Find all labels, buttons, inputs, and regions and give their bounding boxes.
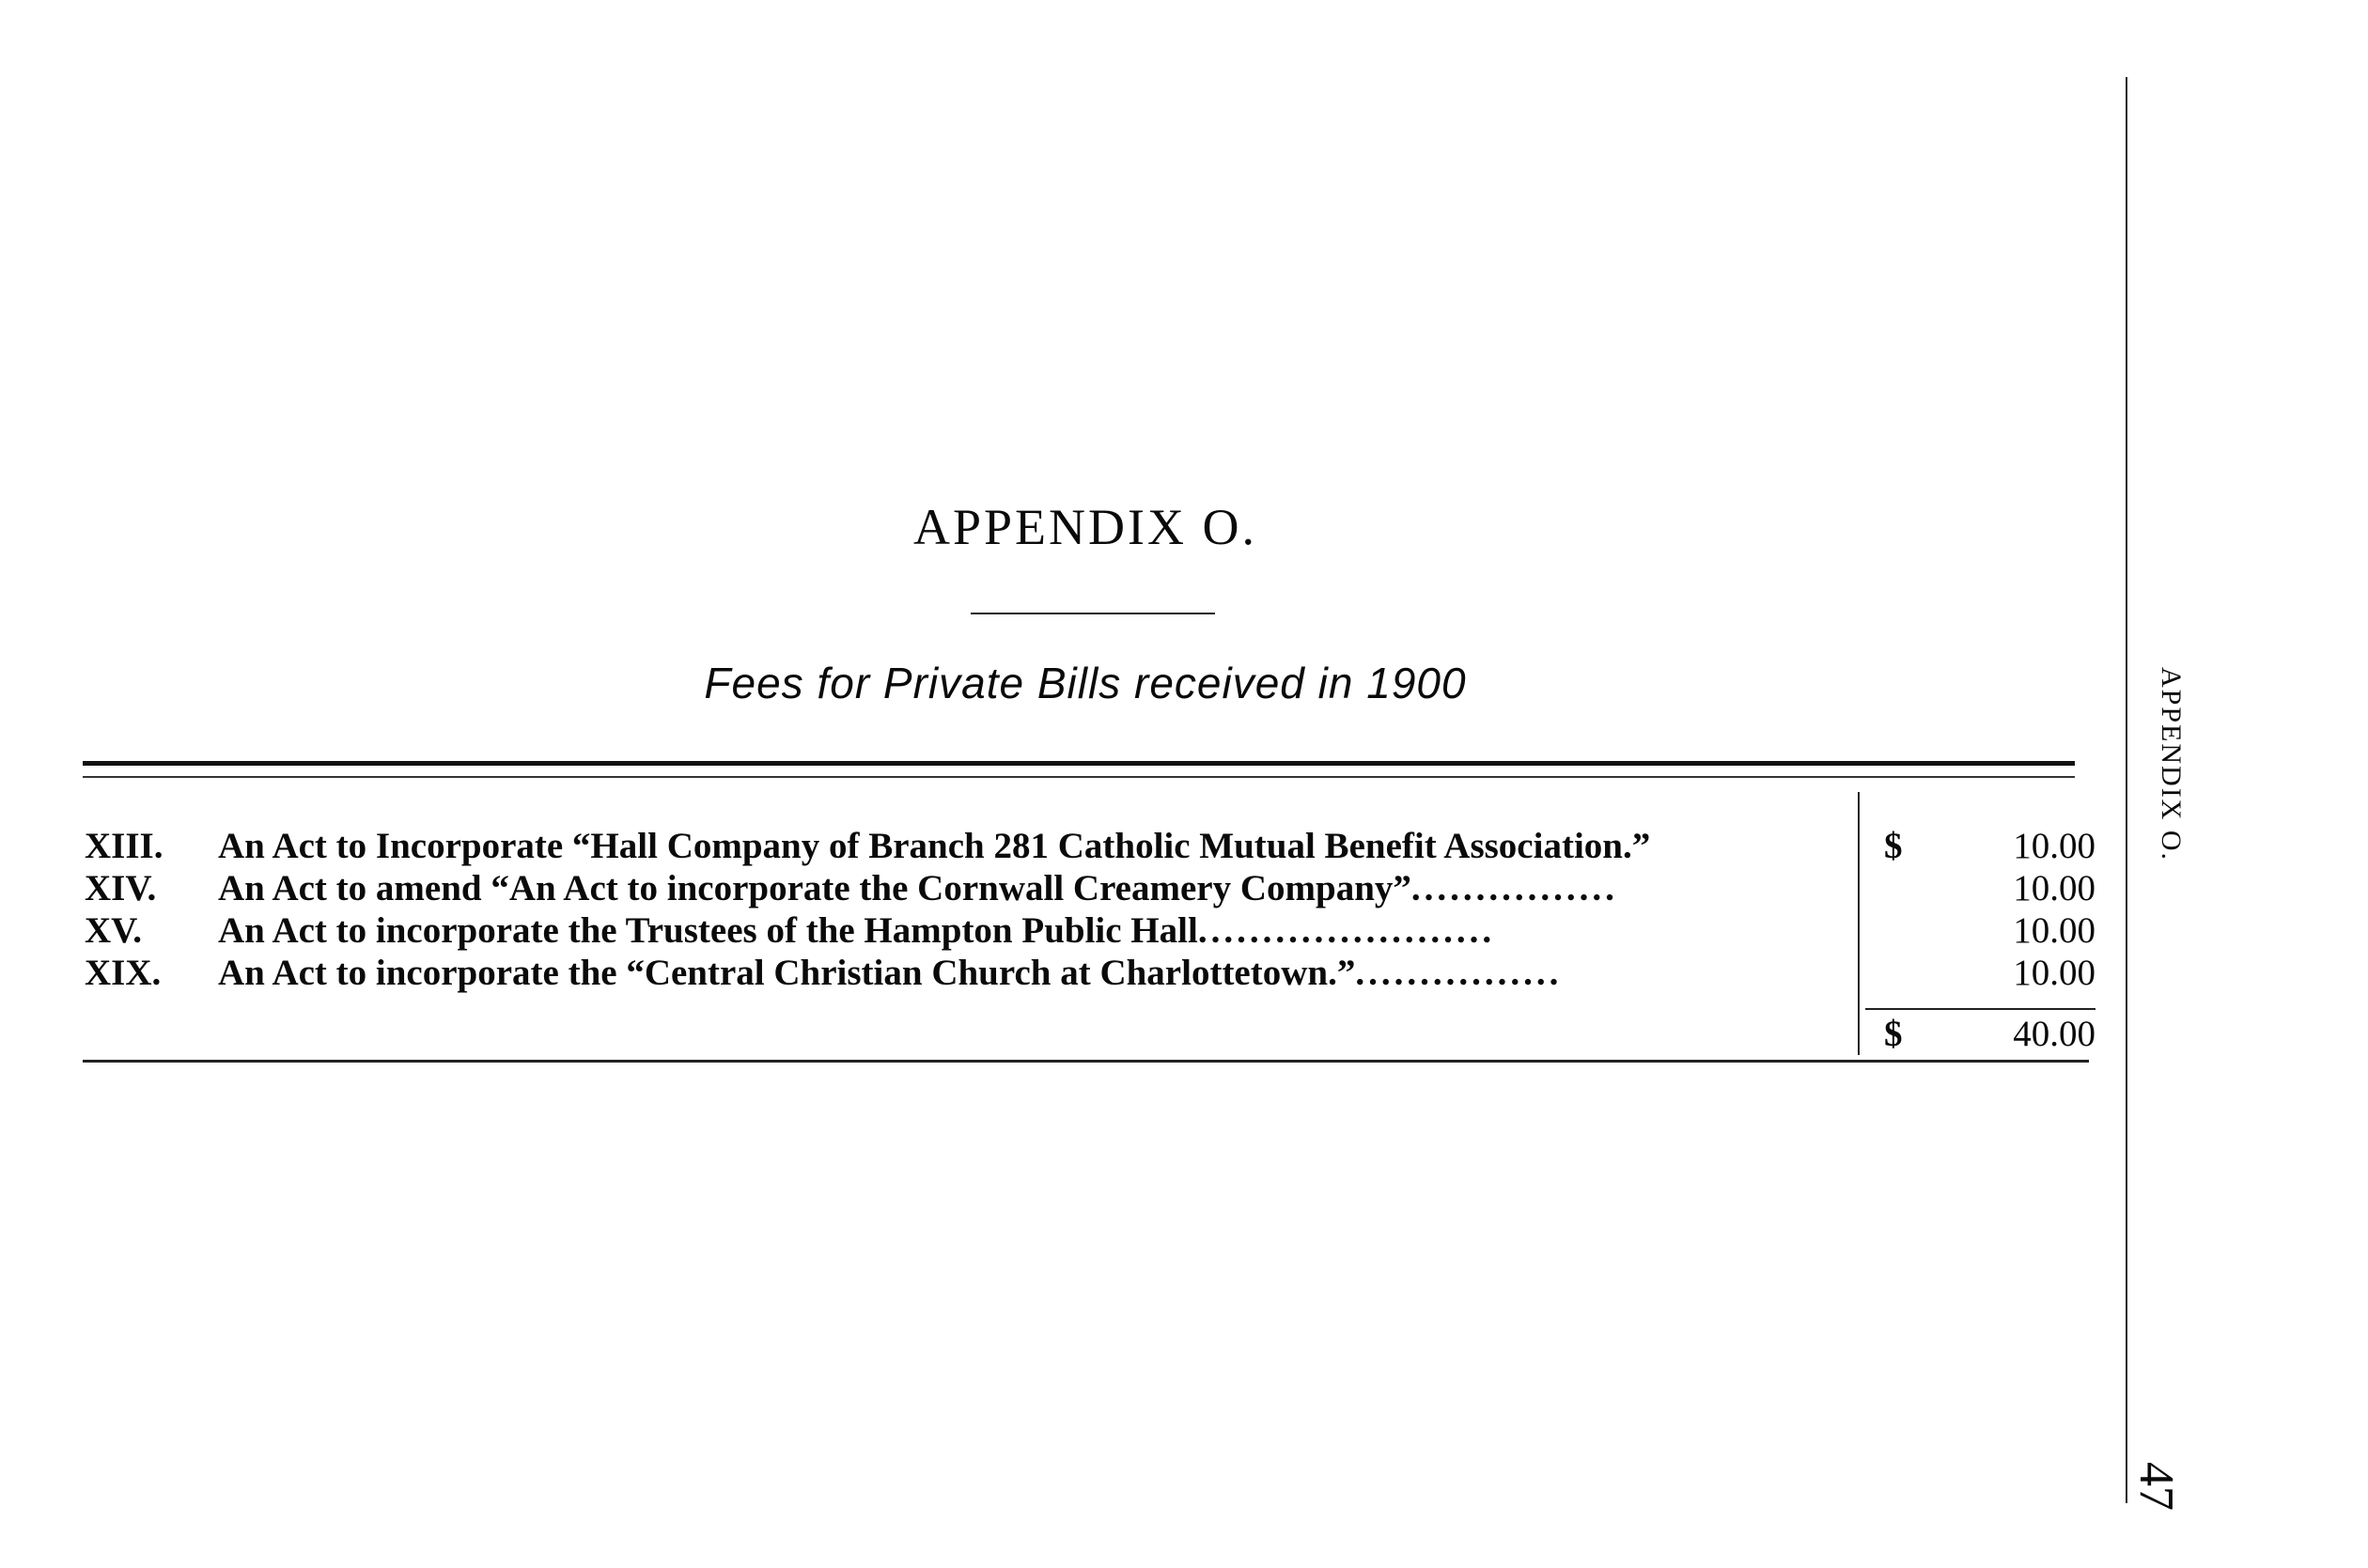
page-number: 47	[2129, 1462, 2183, 1511]
fee-row-xiii	[85, 825, 2095, 866]
appendix-title: APPENDIX O.	[912, 499, 1258, 555]
total-amount: 40.00	[2013, 1014, 2095, 1054]
fee-row-xiv	[85, 867, 2095, 908]
row-amount: 10.00	[2013, 910, 2095, 951]
row-description	[218, 825, 1938, 867]
sum-rule	[1865, 1008, 2095, 1010]
row-description-text: An Act to incorporate the “Central Christian Church at Charlottetown.”	[218, 953, 1356, 993]
fee-row-xix	[85, 952, 2095, 993]
table-bottom-rule	[83, 1060, 2089, 1063]
margin-running-head: APPENDIX O.	[2156, 667, 2187, 862]
margin-vertical-rule	[2126, 77, 2127, 1503]
row-amount: 10.00	[2013, 826, 2095, 866]
row-numeral: XIX.	[85, 953, 162, 993]
total-currency: $	[1884, 1014, 1903, 1054]
row-numeral: XIV.	[85, 868, 157, 908]
row-description-text: An Act to Incorporate “Hall Company of Branch 281 Catholic Mutual Benefit Association.”	[218, 826, 1651, 866]
row-leader: ................	[1355, 953, 1563, 993]
appendix-subtitle: Fees for Private Bills received in 1900	[704, 659, 1467, 707]
row-description	[218, 867, 1938, 909]
row-numeral: XV.	[85, 910, 143, 951]
row-leader: ................	[1410, 868, 1618, 908]
table-top-thick-rule	[83, 761, 2075, 766]
row-amount: 10.00	[2013, 953, 2095, 993]
row-numeral: XIII.	[85, 826, 164, 866]
row-description	[218, 952, 1938, 994]
row-amount: 10.00	[2013, 868, 2095, 908]
table-top-thin-rule	[83, 776, 2075, 778]
fee-row-xv	[85, 909, 2095, 951]
row-description	[218, 909, 1938, 952]
row-leader: .......................	[1197, 910, 1496, 951]
row-description-text: An Act to incorporate the Trustees of the Hampton Public Hall	[218, 910, 1198, 951]
fee-total-row	[85, 1013, 2095, 1054]
row-currency: $	[1884, 826, 1903, 866]
row-description-text: An Act to amend “An Act to incorporate the Cornwall Creamery Company”	[218, 868, 1411, 908]
title-underline	[971, 613, 1215, 614]
